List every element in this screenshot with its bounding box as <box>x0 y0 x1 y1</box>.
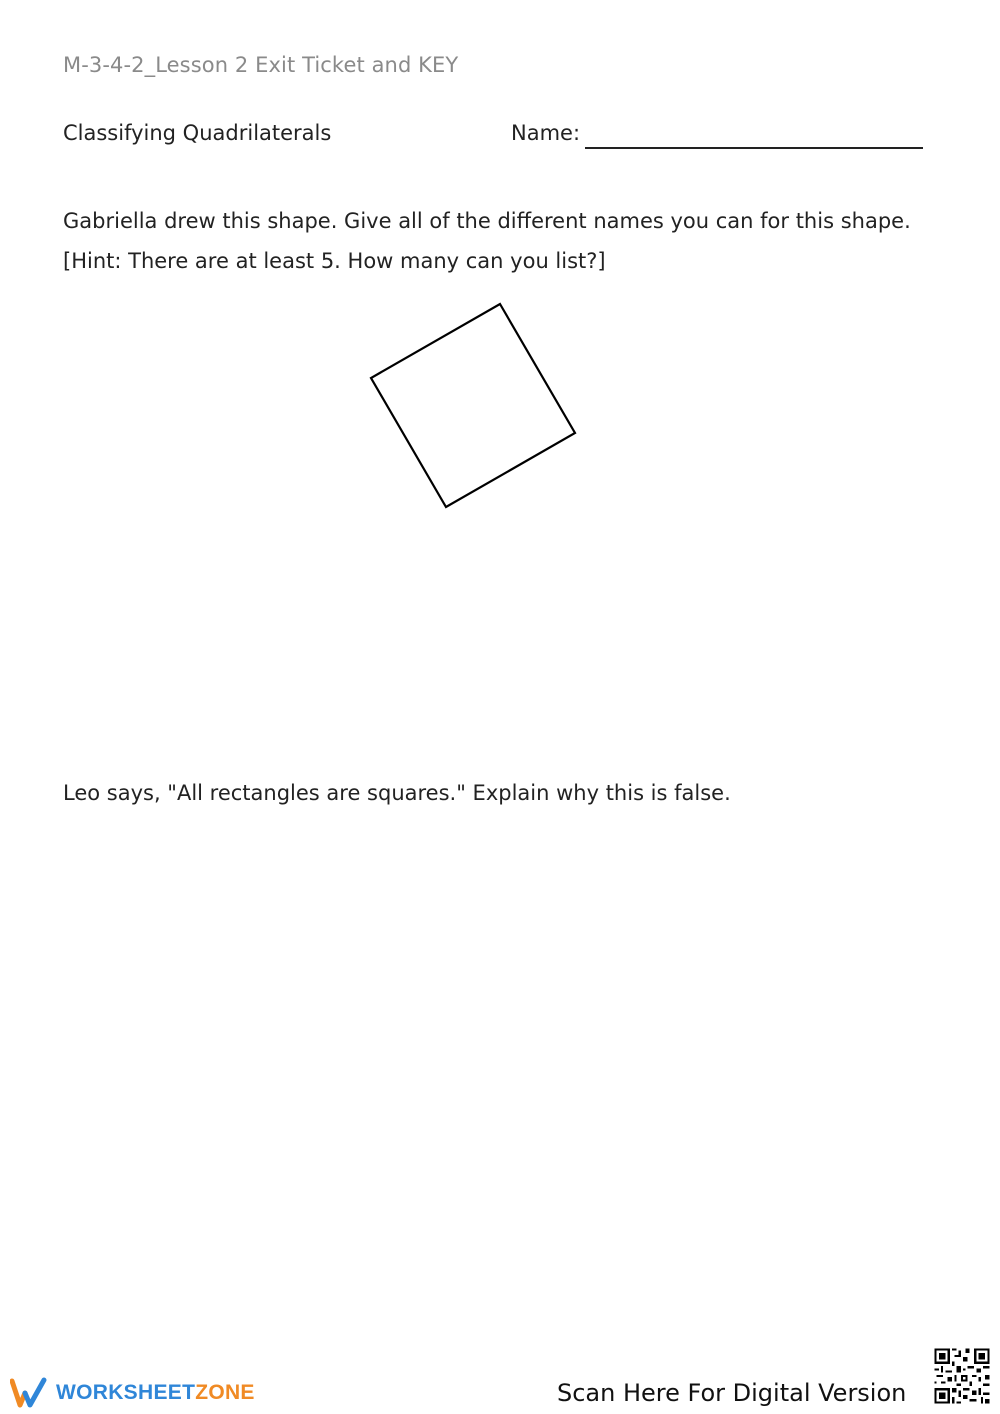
worksheetzone-logo-icon <box>10 1377 50 1409</box>
name-blank-line <box>585 147 923 149</box>
qr-code-icon[interactable] <box>930 1344 994 1408</box>
logo-wordmark-part2: ZONE <box>195 1381 255 1404</box>
question-1 <box>63 201 943 281</box>
square-outline <box>371 304 575 507</box>
question-2: Leo says, "All rectangles are squares." Explain why this is false. <box>63 781 731 805</box>
worksheetzone-logo[interactable] <box>10 1376 255 1410</box>
question-1-line-1: Gabriella drew this shape. Give all of the different names you can for this shape. <box>63 209 911 233</box>
scan-here-text: Scan Here For Digital Version <box>557 1379 907 1407</box>
rotated-square-shape <box>360 295 590 520</box>
logo-wordmark-part1: WORKSHEET <box>56 1381 196 1404</box>
doc-id: M-3-4-2_Lesson 2 Exit Ticket and KEY <box>63 53 459 77</box>
question-1-line-2: [Hint: There are at least 5. How many can you list?] <box>63 249 606 273</box>
header-row <box>63 121 933 151</box>
worksheet-title: Classifying Quadrilaterals <box>63 121 332 145</box>
name-label: Name: <box>511 121 581 145</box>
logo-wordmark <box>56 1381 255 1405</box>
